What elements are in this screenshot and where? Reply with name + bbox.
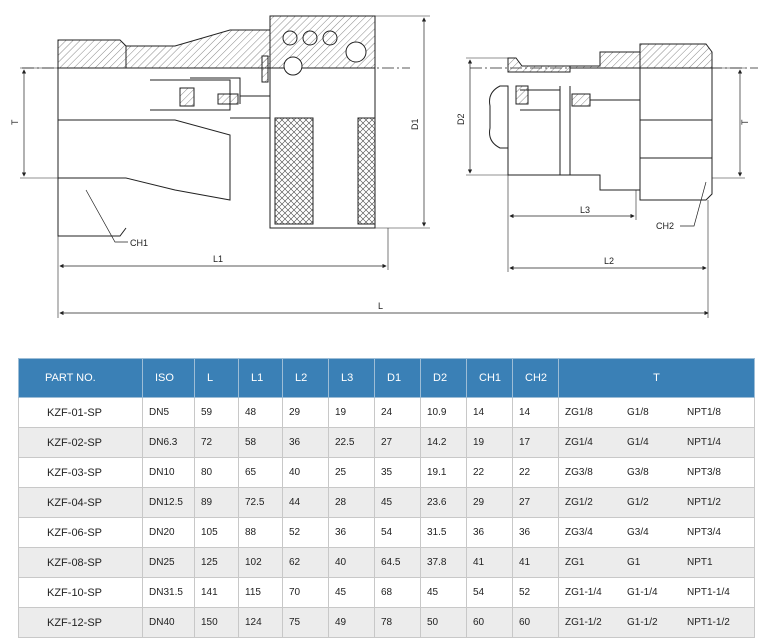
cell-d2: 50 — [421, 608, 467, 638]
cell-ch1: 29 — [467, 488, 513, 518]
cell-d2: 10.9 — [421, 398, 467, 428]
cell-d2: 31.5 — [421, 518, 467, 548]
thread-spec-1: ZG3/8 — [565, 467, 593, 478]
cell-l3: 49 — [329, 608, 375, 638]
cell-l1: 124 — [239, 608, 283, 638]
thread-spec-1: ZG3/4 — [565, 527, 593, 538]
table-row — [19, 458, 755, 488]
cell-l: 125 — [195, 548, 239, 578]
col-header-l1: L1 — [239, 359, 283, 398]
cell-ch1: 41 — [467, 548, 513, 578]
dim-label-t-left: T — [10, 119, 20, 125]
thread-spec-3: NPT1/2 — [687, 497, 721, 508]
cell-t — [559, 398, 755, 428]
thread-spec-3: NPT1/4 — [687, 437, 721, 448]
thread-spec-3: NPT1-1/4 — [687, 587, 730, 598]
cell-part-no: KZF-10-SP — [19, 578, 143, 608]
table-row — [19, 608, 755, 638]
cell-l3: 45 — [329, 578, 375, 608]
dim-label-l1: L1 — [213, 254, 224, 264]
cell-t — [559, 488, 755, 518]
male-plug-drawing — [466, 44, 758, 318]
cell-l3: 19 — [329, 398, 375, 428]
thread-spec-2: G1/4 — [627, 437, 649, 448]
cell-d1: 68 — [375, 578, 421, 608]
col-header-d1: D1 — [375, 359, 421, 398]
cell-ch1: 22 — [467, 458, 513, 488]
thread-spec-2: G1/8 — [627, 407, 649, 418]
cell-d2: 37.8 — [421, 548, 467, 578]
cell-ch2: 52 — [513, 578, 559, 608]
cell-part-no: KZF-02-SP — [19, 428, 143, 458]
cell-t — [559, 458, 755, 488]
specification-table — [18, 358, 755, 638]
cell-l: 72 — [195, 428, 239, 458]
thread-spec-1: ZG1-1/4 — [565, 587, 602, 598]
cell-part-no: KZF-03-SP — [19, 458, 143, 488]
cell-iso: DN20 — [143, 518, 195, 548]
col-header-ch2: CH2 — [513, 359, 559, 398]
cell-ch2: 27 — [513, 488, 559, 518]
cell-part-no: KZF-06-SP — [19, 518, 143, 548]
table-row — [19, 398, 755, 428]
cell-d1: 27 — [375, 428, 421, 458]
cell-ch2: 60 — [513, 608, 559, 638]
cell-d2: 19.1 — [421, 458, 467, 488]
thread-spec-1: ZG1 — [565, 557, 585, 568]
col-header-iso: ISO — [143, 359, 195, 398]
table-row — [19, 488, 755, 518]
thread-spec-2: G1 — [627, 557, 641, 568]
thread-spec-1: ZG1/8 — [565, 407, 593, 418]
cell-iso: DN12.5 — [143, 488, 195, 518]
dim-label-l2: L2 — [604, 256, 615, 266]
cell-d1: 64.5 — [375, 548, 421, 578]
thread-spec-2: G3/8 — [627, 467, 649, 478]
cell-l3: 25 — [329, 458, 375, 488]
thread-spec-3: NPT3/4 — [687, 527, 721, 538]
cell-l2: 36 — [283, 428, 329, 458]
thread-spec-1: ZG1/2 — [565, 497, 593, 508]
cell-iso: DN10 — [143, 458, 195, 488]
table-row — [19, 548, 755, 578]
cell-part-no: KZF-08-SP — [19, 548, 143, 578]
thread-spec-1: ZG1/4 — [565, 437, 593, 448]
cell-l: 59 — [195, 398, 239, 428]
col-header-d2: D2 — [421, 359, 467, 398]
cell-ch2: 17 — [513, 428, 559, 458]
cell-l3: 40 — [329, 548, 375, 578]
cell-t — [559, 518, 755, 548]
cell-l2: 75 — [283, 608, 329, 638]
dim-label-d1: D1 — [410, 118, 420, 130]
dim-label-ch2: CH2 — [656, 221, 675, 231]
cell-t — [559, 428, 755, 458]
cell-ch1: 19 — [467, 428, 513, 458]
table-row — [19, 518, 755, 548]
cell-l: 105 — [195, 518, 239, 548]
cell-part-no: KZF-01-SP — [19, 398, 143, 428]
cell-l: 80 — [195, 458, 239, 488]
dim-label-ch1: CH1 — [130, 238, 149, 248]
cell-l2: 29 — [283, 398, 329, 428]
col-header-ch1: CH1 — [467, 359, 513, 398]
thread-spec-2: G3/4 — [627, 527, 649, 538]
cell-l1: 102 — [239, 548, 283, 578]
table-row — [19, 428, 755, 458]
table-row — [19, 578, 755, 608]
thread-spec-3: NPT1-1/2 — [687, 617, 730, 628]
cell-t — [559, 548, 755, 578]
cell-d2: 23.6 — [421, 488, 467, 518]
cell-iso: DN5 — [143, 398, 195, 428]
cell-l2: 62 — [283, 548, 329, 578]
cell-part-no: KZF-04-SP — [19, 488, 143, 518]
cell-ch2: 14 — [513, 398, 559, 428]
cell-ch1: 54 — [467, 578, 513, 608]
cell-l2: 44 — [283, 488, 329, 518]
cell-l2: 40 — [283, 458, 329, 488]
thread-spec-3: NPT1 — [687, 557, 713, 568]
cell-part-no: KZF-12-SP — [19, 608, 143, 638]
cell-iso: DN25 — [143, 548, 195, 578]
cell-d1: 45 — [375, 488, 421, 518]
cell-iso: DN6.3 — [143, 428, 195, 458]
cell-d2: 45 — [421, 578, 467, 608]
col-header-l3: L3 — [329, 359, 375, 398]
col-header-l: L — [195, 359, 239, 398]
cell-l1: 58 — [239, 428, 283, 458]
cell-l3: 28 — [329, 488, 375, 518]
col-header-t: T — [559, 359, 755, 398]
cell-l1: 65 — [239, 458, 283, 488]
thread-spec-3: NPT3/8 — [687, 467, 721, 478]
cell-l3: 36 — [329, 518, 375, 548]
cell-d1: 24 — [375, 398, 421, 428]
cell-l1: 88 — [239, 518, 283, 548]
cell-d1: 35 — [375, 458, 421, 488]
cell-l1: 48 — [239, 398, 283, 428]
cell-l2: 52 — [283, 518, 329, 548]
cell-l1: 115 — [239, 578, 283, 608]
thread-spec-1: ZG1-1/2 — [565, 617, 602, 628]
cell-l: 141 — [195, 578, 239, 608]
col-header-l2: L2 — [283, 359, 329, 398]
dim-label-d2: D2 — [456, 113, 466, 125]
cell-t — [559, 578, 755, 608]
dim-label-t-right: T — [740, 119, 750, 125]
col-header-part-no: PART NO. — [19, 359, 143, 398]
cell-ch1: 36 — [467, 518, 513, 548]
dim-label-l3: L3 — [580, 205, 591, 215]
cell-l: 89 — [195, 488, 239, 518]
cell-d1: 78 — [375, 608, 421, 638]
thread-spec-2: G1/2 — [627, 497, 649, 508]
cell-l1: 72.5 — [239, 488, 283, 518]
cell-l: 150 — [195, 608, 239, 638]
cell-ch1: 60 — [467, 608, 513, 638]
cell-ch2: 41 — [513, 548, 559, 578]
thread-spec-2: G1-1/2 — [627, 617, 658, 628]
dim-label-l: L — [378, 301, 384, 311]
cell-ch2: 36 — [513, 518, 559, 548]
table-header-row — [19, 359, 755, 398]
thread-spec-2: G1-1/4 — [627, 587, 658, 598]
cell-iso: DN40 — [143, 608, 195, 638]
cell-ch1: 14 — [467, 398, 513, 428]
cell-l3: 22.5 — [329, 428, 375, 458]
cell-d2: 14.2 — [421, 428, 467, 458]
cell-ch2: 22 — [513, 458, 559, 488]
cell-iso: DN31.5 — [143, 578, 195, 608]
thread-spec-3: NPT1/8 — [687, 407, 721, 418]
cell-d1: 54 — [375, 518, 421, 548]
cell-t — [559, 608, 755, 638]
cell-l2: 70 — [283, 578, 329, 608]
